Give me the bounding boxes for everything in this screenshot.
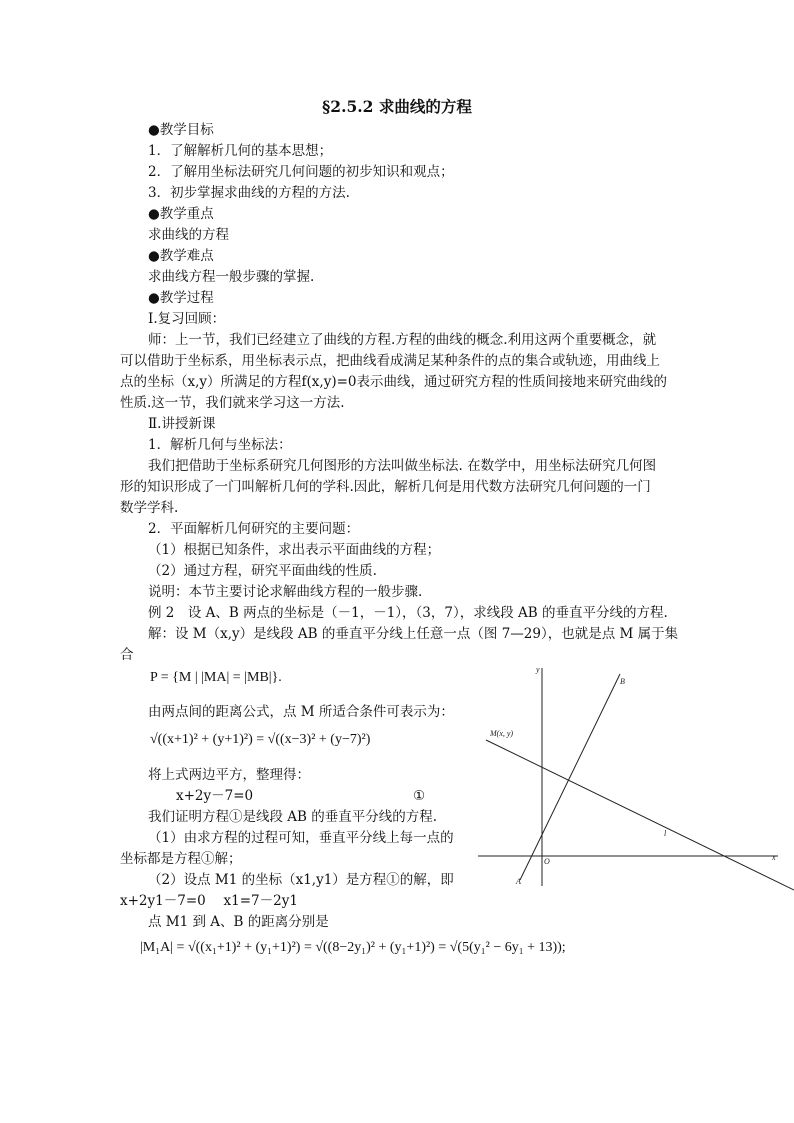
point-2-item-1: （1）根据已知条件，求出表示平面曲线的方程； <box>148 542 441 558</box>
equation-1-marker: ① <box>413 788 426 804</box>
distance-equation: √((x+1)² + (y+1)²) = √((x−3)² + (y−7)²) <box>150 732 371 747</box>
key-point-text: 求曲线的方程 <box>148 227 229 243</box>
distance-heading: 点 M1 到 A、B 的距离分别是 <box>148 914 329 930</box>
equation-1: x+2y－7=0 <box>176 788 254 804</box>
section-review: Ⅰ.复习回顾： <box>148 311 226 327</box>
x-axis-label: x <box>772 853 776 862</box>
line-l-label: l <box>664 829 667 838</box>
proof-step-1b: 坐标都是方程①解； <box>120 851 242 867</box>
point-1-line-3: 数学学科. <box>120 500 179 516</box>
y-axis-label: y <box>536 665 540 674</box>
note-line: 说明：本节主要讨论求解曲线方程的一般步骤. <box>148 584 423 600</box>
point-1-heading: 1．解析几何与坐标法： <box>148 437 292 453</box>
set-p-formula: P = {M | |MA| = |MB|}. <box>150 670 282 685</box>
proof-intro: 我们证明方程①是线段 AB 的垂直平分线的方程. <box>148 809 438 825</box>
m1a-formula: |M₁A| = √((x₁+1)² + (y₁+1)²) = √((8−2y₁)² + (y₁+1)²) = √(5(y₁² − 6y₁ + 13)); <box>140 940 566 955</box>
point-m-label: M(x, y) <box>490 729 514 738</box>
heading-key-point: ●教学重点 <box>148 206 214 222</box>
squaring-line: 将上式两边平方，整理得： <box>148 767 310 783</box>
perpendicular-bisector <box>486 740 794 890</box>
review-line-2: 可以借助于坐标系，用坐标表示点，把曲线看成满足某种条件的点的集合或轨迹，用曲线上 <box>120 353 660 369</box>
objective-1: 1．了解解析几何的基本思想； <box>148 143 333 159</box>
review-line-4: 性质.这一节，我们就来学习这一方法. <box>120 395 345 411</box>
section-new-lesson: Ⅱ.讲授新课 <box>148 416 216 432</box>
example-2: 例 2 设 A、B 两点的坐标是（－1，－1），（3，7），求线段 AB 的垂直平分线的方程. <box>148 605 668 621</box>
point-b-label: B <box>620 677 625 686</box>
point-2-heading: 2．平面解析几何研究的主要问题： <box>148 521 360 537</box>
point-1-line-2: 形的知识形成了一门叫解析几何的学科.因此，解析几何是用代数方法研究几何问题的一门 <box>120 479 651 495</box>
solution-line-2: 合 <box>120 647 134 663</box>
difficulty-text: 求曲线方程一般步骤的掌握. <box>148 269 315 285</box>
point-2-item-2: （2）通过方程，研究平面曲线的性质. <box>148 563 377 579</box>
heading-difficulty: ●教学难点 <box>148 248 214 264</box>
proof-step-2b: x+2y1－7=0 x1=7－2y1 <box>120 893 298 909</box>
proof-step-2a: （2）设点 M1 的坐标（x1,y1）是方程①的解，即 <box>148 872 454 888</box>
objective-3: 3．初步掌握求曲线的方程的方法. <box>148 185 350 201</box>
review-line-3: 点的坐标（x,y）所满足的方程f(x,y)=0表示曲线，通过研究方程的性质间接地来研究曲线的 <box>120 374 667 390</box>
coordinate-figure <box>478 664 794 894</box>
proof-step-1a: （1）由求方程的过程可知，垂直平分线上每一点的 <box>148 830 454 846</box>
heading-process: ●教学过程 <box>148 290 214 306</box>
objective-2: 2．了解用坐标法研究几何问题的初步知识和观点； <box>148 164 454 180</box>
heading-objectives: ●教学目标 <box>148 122 214 138</box>
solution-line-1: 解：设 M（x,y）是线段 AB 的垂直平分线上任意一点（图 7—29），也就是点 M 属于集 <box>148 626 679 642</box>
distance-intro: 由两点间的距离公式，点 M 所适合条件可表示为： <box>148 704 454 720</box>
review-line-1: 师：上一节，我们已经建立了曲线的方程.方程的曲线的概念.利用这两个重要概念，就 <box>148 332 657 348</box>
segment-ab <box>520 674 620 880</box>
page-title: §2.5.2 求曲线的方程 <box>322 97 472 116</box>
point-1-line-1: 我们把借助于坐标系研究几何图形的方法叫做坐标法. 在数学中，用坐标法研究几何图 <box>148 458 657 474</box>
origin-label: O <box>544 857 550 866</box>
point-a-label: A <box>516 877 521 886</box>
